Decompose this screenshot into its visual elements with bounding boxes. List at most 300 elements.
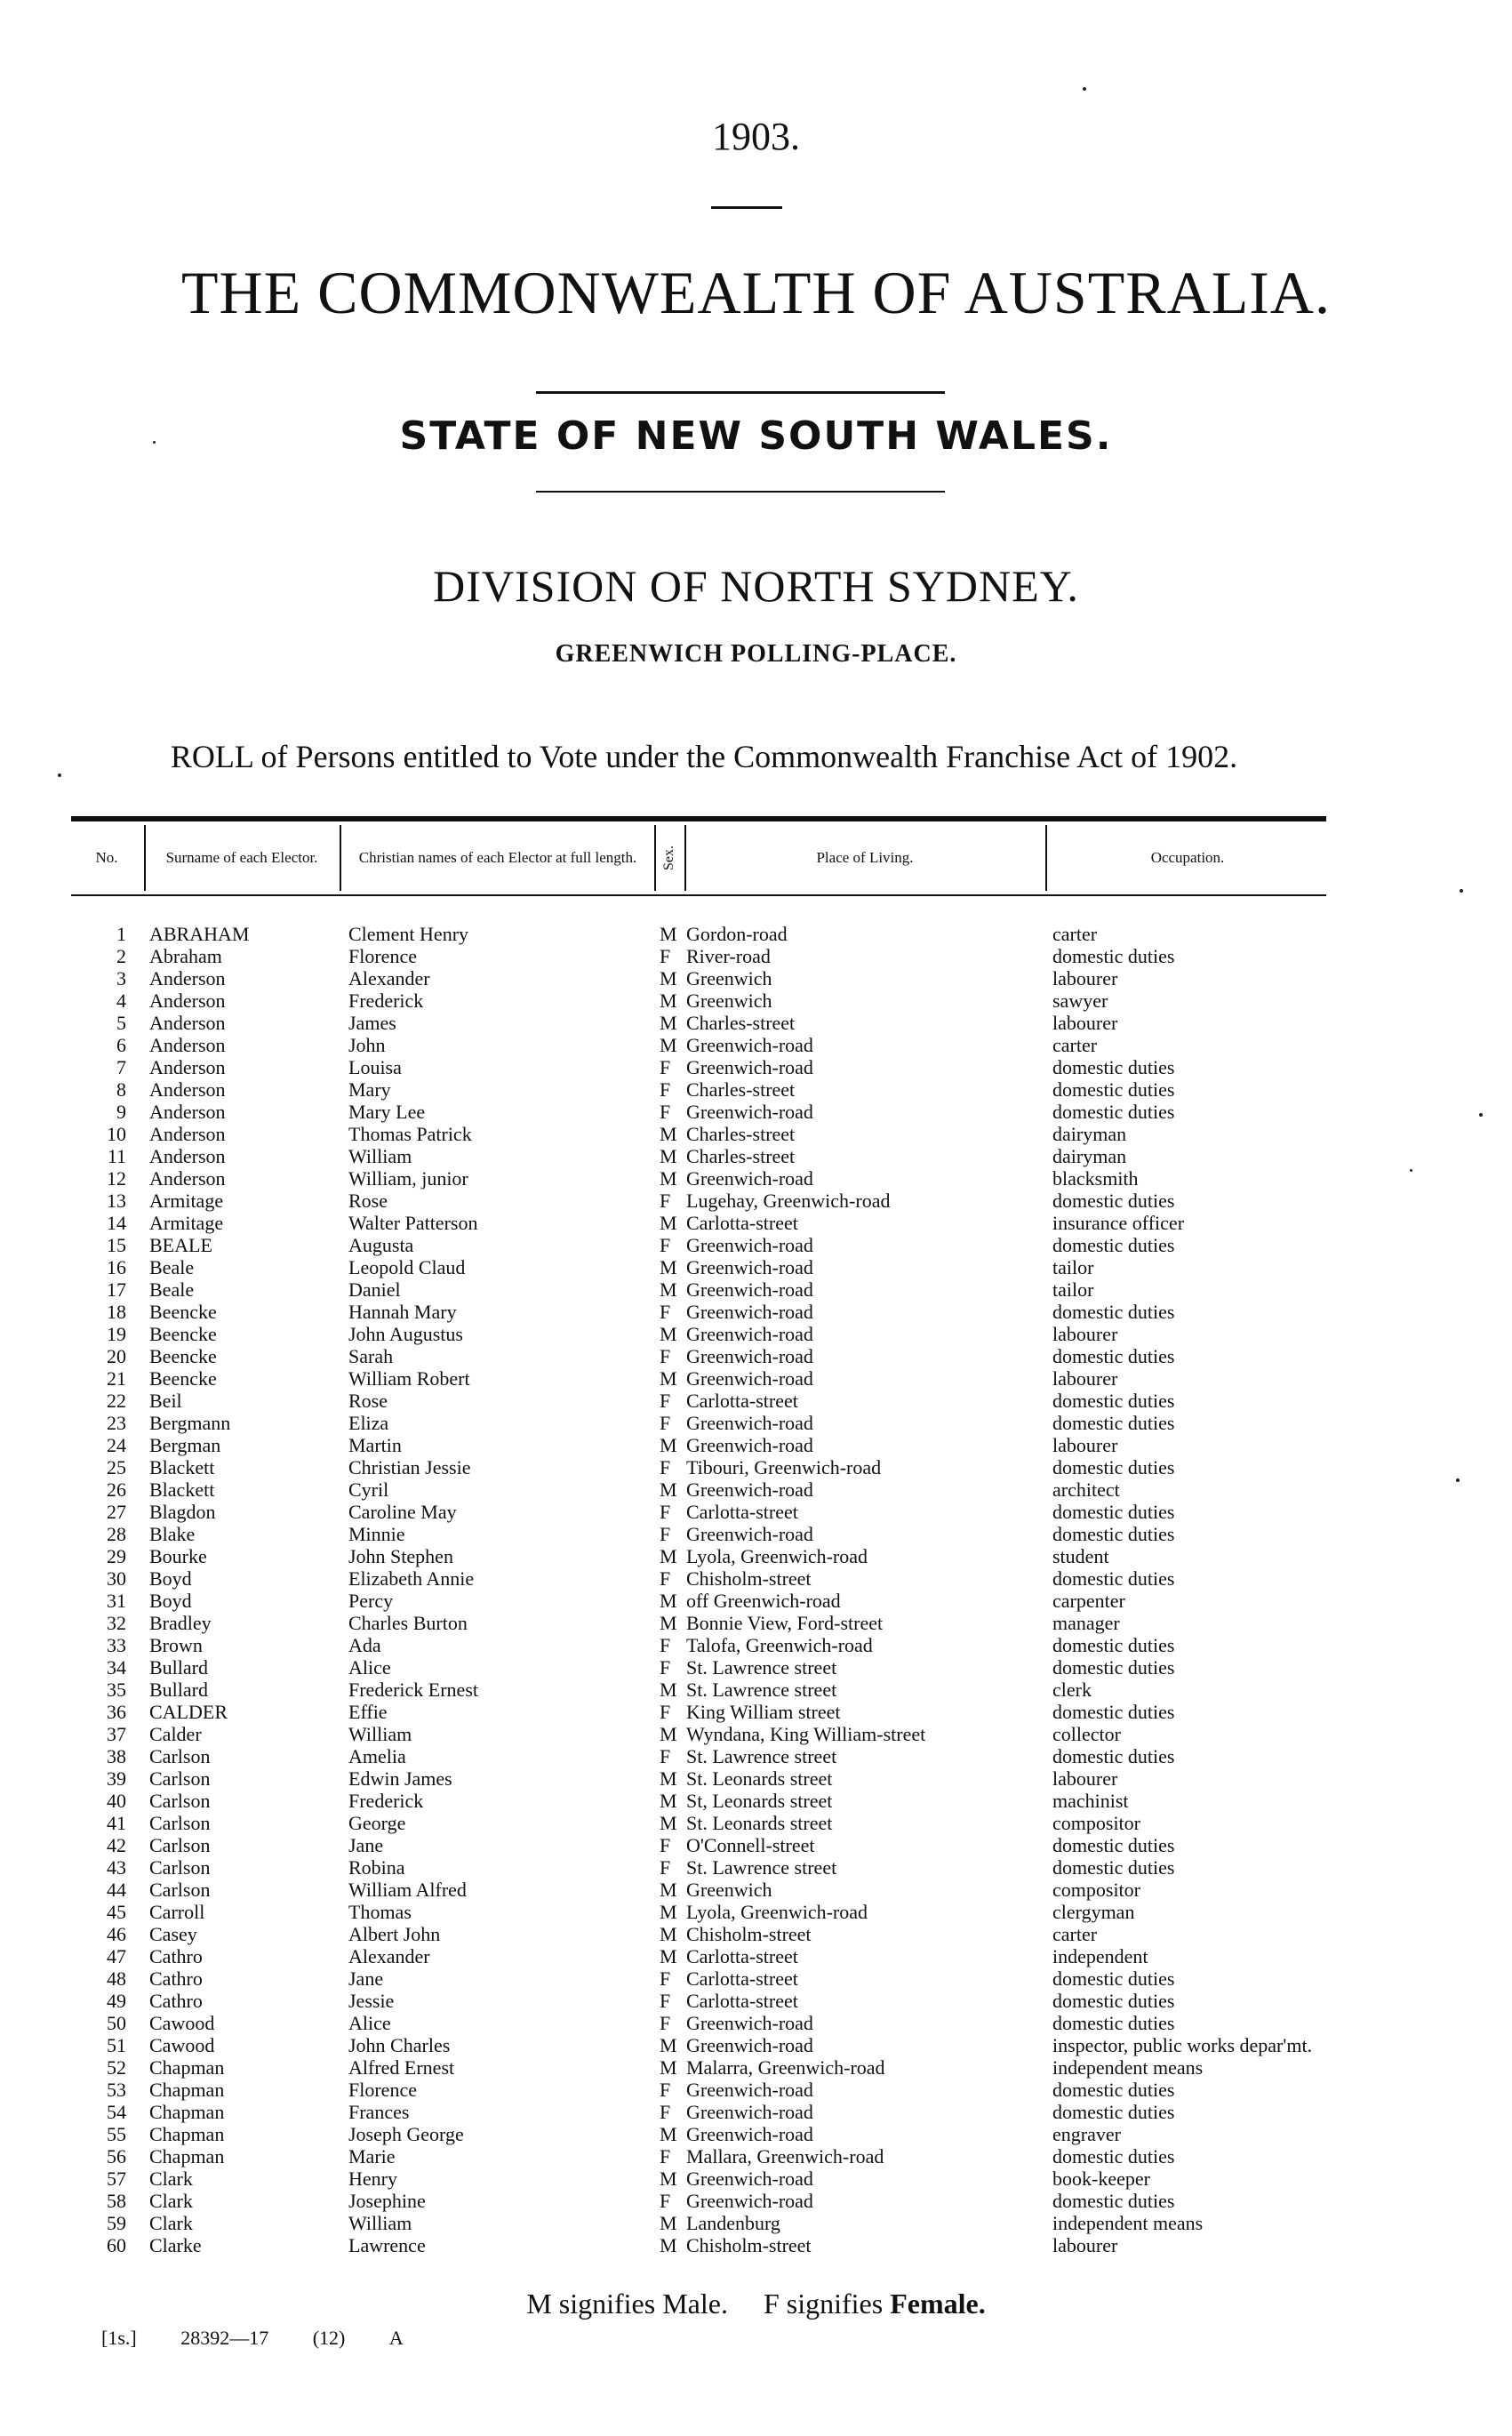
imprint-letter: A — [388, 2327, 404, 2349]
elector-surname: Anderson — [149, 990, 226, 1012]
elector-christian-names: Alice — [348, 2012, 391, 2034]
imprint-number: 28392—17 — [180, 2327, 269, 2349]
imprint-sheet: (12) — [312, 2327, 346, 2349]
table-row — [71, 2190, 1326, 2212]
elector-surname: Beale — [149, 1278, 195, 1301]
elector-occupation: domestic duties — [1052, 1456, 1175, 1478]
elector-place-of-living: Greenwich — [686, 990, 772, 1012]
elector-sex: M — [660, 1612, 677, 1634]
elector-sex: F — [660, 2101, 671, 2123]
elector-sex: M — [660, 1123, 677, 1145]
elector-sex: M — [660, 1256, 677, 1278]
elector-surname: Anderson — [149, 1078, 226, 1101]
elector-occupation: domestic duties — [1052, 1101, 1175, 1123]
elector-place-of-living: Greenwich-road — [686, 2123, 813, 2145]
elector-occupation: compositor — [1052, 1879, 1140, 1901]
table-row — [71, 2034, 1326, 2056]
elector-occupation: domestic duties — [1052, 1390, 1175, 1412]
elector-sex: F — [660, 945, 671, 967]
elector-number: 44 — [107, 1879, 126, 1901]
elector-occupation: sawyer — [1052, 990, 1108, 1012]
elector-number: 29 — [107, 1545, 126, 1567]
elector-christian-names: William Alfred — [348, 1879, 467, 1901]
header-occupation: Occupation. — [1150, 849, 1225, 866]
elector-christian-names: George — [348, 1812, 406, 1834]
elector-christian-names: Hannah Mary — [348, 1301, 457, 1323]
elector-number: 3 — [116, 967, 126, 990]
elector-sex: F — [660, 1190, 671, 1212]
elector-number: 24 — [107, 1434, 126, 1456]
elector-christian-names: Charles Burton — [348, 1612, 468, 1634]
elector-number: 22 — [107, 1390, 126, 1412]
elector-surname: Bergman — [149, 1434, 221, 1456]
elector-number: 50 — [107, 2012, 126, 2034]
table-row — [71, 1967, 1326, 1990]
elector-christian-names: Thomas Patrick — [348, 1123, 472, 1145]
elector-christian-names: Cyril — [348, 1478, 389, 1501]
elector-sex: F — [660, 1856, 671, 1879]
elector-place-of-living: Lugehay, Greenwich-road — [686, 1190, 891, 1212]
elector-place-of-living: St. Lawrence street — [686, 1679, 837, 1701]
elector-christian-names: Augusta — [348, 1234, 414, 1256]
elector-number: 30 — [107, 1567, 126, 1590]
elector-occupation: labourer — [1052, 1434, 1118, 1456]
table-row — [71, 1167, 1326, 1190]
female-key-word: Female. — [890, 2288, 986, 2320]
elector-surname: Armitage — [149, 1212, 224, 1234]
elector-christian-names: Rose — [348, 1190, 388, 1212]
elector-place-of-living: St. Lawrence street — [686, 1656, 837, 1679]
elector-sex: F — [660, 1101, 671, 1123]
elector-christian-names: Mary Lee — [348, 1101, 426, 1123]
table-row — [71, 1478, 1326, 1501]
elector-christian-names: William — [348, 1145, 412, 1167]
elector-place-of-living: O'Connell-street — [686, 1834, 815, 1856]
elector-occupation: domestic duties — [1052, 1745, 1175, 1767]
elector-place-of-living: Greenwich-road — [686, 2168, 813, 2190]
state-heading: STATE OF NEW SOUTH WALES. — [399, 413, 1113, 459]
elector-occupation: domestic duties — [1052, 1056, 1175, 1078]
table-row — [71, 1212, 1326, 1234]
elector-sex: F — [660, 1701, 671, 1723]
elector-christian-names: Leopold Claud — [348, 1256, 466, 1278]
elector-number: 31 — [107, 1590, 126, 1612]
elector-surname: Blackett — [149, 1456, 215, 1478]
elector-sex: M — [660, 2123, 677, 2145]
elector-place-of-living: Greenwich-road — [686, 1034, 813, 1056]
elector-surname: Bullard — [149, 1656, 208, 1679]
table-row — [71, 1101, 1326, 1123]
elector-number: 20 — [107, 1345, 126, 1367]
table-row — [71, 990, 1326, 1012]
elector-christian-names: Frederick — [348, 990, 424, 1012]
elector-occupation: tailor — [1052, 1278, 1094, 1301]
elector-surname: Boyd — [149, 1590, 192, 1612]
roll-title: ROLL of Persons entitled to Vote under the Commonwealth Franchise Act of 1902. — [170, 739, 1238, 774]
table-row — [71, 1945, 1326, 1967]
elector-surname: Chapman — [149, 2101, 225, 2123]
table-row — [71, 1078, 1326, 1101]
elector-number: 40 — [107, 1790, 126, 1812]
elector-surname: Chapman — [149, 2145, 225, 2168]
elector-place-of-living: Carlotta-street — [686, 1390, 798, 1412]
elector-christian-names: Rose — [348, 1390, 388, 1412]
table-row — [71, 1545, 1326, 1567]
elector-number: 17 — [107, 1278, 126, 1301]
elector-christian-names: Marie — [348, 2145, 396, 2168]
table-row — [71, 1901, 1326, 1923]
elector-place-of-living: Greenwich-road — [686, 1234, 813, 1256]
elector-number: 10 — [107, 1123, 126, 1145]
elector-occupation: domestic duties — [1052, 1701, 1175, 1723]
elector-occupation: compositor — [1052, 1812, 1140, 1834]
table-row — [71, 945, 1326, 967]
elector-surname: Brown — [149, 1634, 203, 1656]
table-row — [71, 967, 1326, 990]
elector-christian-names: Florence — [348, 2079, 417, 2101]
elector-number: 52 — [107, 2056, 126, 2079]
elector-occupation: inspector, public works depar'mt. — [1052, 2034, 1313, 2056]
elector-surname: Clark — [149, 2212, 193, 2234]
elector-surname: Bourke — [149, 1545, 207, 1567]
elector-occupation: student — [1052, 1545, 1109, 1567]
table-header — [71, 821, 1326, 894]
elector-surname: Cawood — [149, 2012, 215, 2034]
elector-christian-names: Florence — [348, 945, 417, 967]
elector-sex: M — [660, 1145, 677, 1167]
elector-occupation: architect — [1052, 1478, 1120, 1501]
elector-christian-names: Minnie — [348, 1523, 405, 1545]
elector-number: 55 — [107, 2123, 126, 2145]
elector-place-of-living: Talofa, Greenwich-road — [686, 1634, 873, 1656]
elector-christian-names: Frederick — [348, 1790, 424, 1812]
elector-christian-names: Henry — [348, 2168, 397, 2190]
elector-sex: F — [660, 2012, 671, 2034]
elector-sex: F — [660, 1345, 671, 1367]
elector-number: 13 — [107, 1190, 126, 1212]
elector-number: 51 — [107, 2034, 126, 2056]
elector-christian-names: Percy — [348, 1590, 394, 1612]
elector-christian-names: Jane — [348, 1967, 384, 1990]
elector-place-of-living: Greenwich-road — [686, 1301, 813, 1323]
elector-place-of-living: Greenwich-road — [686, 1434, 813, 1456]
elector-place-of-living: Charles-street — [686, 1078, 796, 1101]
table-row — [71, 2234, 1326, 2256]
elector-surname: Carlson — [149, 1812, 211, 1834]
elector-occupation: carpenter — [1052, 1590, 1125, 1612]
elector-number: 34 — [107, 1656, 126, 1679]
elector-number: 15 — [107, 1234, 126, 1256]
elector-number: 1 — [116, 923, 126, 945]
elector-place-of-living: Mallara, Greenwich-road — [686, 2145, 884, 2168]
elector-number: 23 — [107, 1412, 126, 1434]
header-sex-label: Sex. — [661, 845, 676, 870]
table-row — [71, 1034, 1326, 1056]
elector-number: 18 — [107, 1301, 126, 1323]
print-speck — [1083, 87, 1086, 91]
elector-occupation: domestic duties — [1052, 1990, 1175, 2012]
elector-place-of-living: Lyola, Greenwich-road — [686, 1901, 868, 1923]
elector-christian-names: Mary — [348, 1078, 391, 1101]
elector-sex: M — [660, 2056, 677, 2079]
elector-surname: Beencke — [149, 1323, 217, 1345]
header-divider — [340, 825, 341, 891]
print-speck — [1460, 889, 1463, 893]
elector-place-of-living: Greenwich-road — [686, 1523, 813, 1545]
elector-occupation: independent — [1052, 1945, 1148, 1967]
elector-place-of-living: King William street — [686, 1701, 841, 1723]
elector-surname: Beencke — [149, 1367, 217, 1390]
elector-surname: Blagdon — [149, 1501, 216, 1523]
elector-sex: F — [660, 1745, 671, 1767]
elector-occupation: domestic duties — [1052, 1834, 1175, 1856]
elector-occupation: independent means — [1052, 2056, 1204, 2079]
elector-occupation: domestic duties — [1052, 2079, 1175, 2101]
elector-sex: M — [660, 923, 677, 945]
elector-rows — [71, 923, 1326, 2256]
elector-number: 25 — [107, 1456, 126, 1478]
elector-occupation: insurance officer — [1052, 1212, 1185, 1234]
elector-occupation: labourer — [1052, 1012, 1118, 1034]
elector-place-of-living: Greenwich-road — [686, 1056, 813, 1078]
elector-place-of-living: Greenwich-road — [686, 2034, 813, 2056]
elector-number: 9 — [116, 1101, 126, 1123]
table-row — [71, 1679, 1326, 1701]
table-row — [71, 1123, 1326, 1145]
elector-surname: Blackett — [149, 1478, 215, 1501]
table-row — [71, 1523, 1326, 1545]
elector-occupation: domestic duties — [1052, 2145, 1175, 2168]
elector-number: 37 — [107, 1723, 126, 1745]
elector-sex: M — [660, 990, 677, 1012]
elector-surname: Cathro — [149, 1990, 203, 2012]
elector-occupation: domestic duties — [1052, 1501, 1175, 1523]
elector-sex: F — [660, 1967, 671, 1990]
table-row — [71, 1301, 1326, 1323]
table-row — [71, 1278, 1326, 1301]
elector-place-of-living: Charles-street — [686, 1145, 796, 1167]
elector-sex: M — [660, 1923, 677, 1945]
elector-place-of-living: St, Leonards street — [686, 1790, 833, 1812]
elector-sex: M — [660, 1723, 677, 1745]
elector-place-of-living: Greenwich-road — [686, 1478, 813, 1501]
short-rule-top — [711, 206, 782, 209]
imprint-price: [1s.] — [101, 2327, 137, 2349]
table-row — [71, 1145, 1326, 1167]
elector-place-of-living: Charles-street — [686, 1123, 796, 1145]
elector-occupation: book-keeper — [1052, 2168, 1150, 2190]
printer-imprint — [101, 2327, 443, 2350]
year-heading: 1903. — [712, 115, 800, 158]
elector-occupation: labourer — [1052, 1367, 1118, 1390]
table-row — [71, 1790, 1326, 1812]
elector-christian-names: William — [348, 1723, 412, 1745]
table-row — [71, 1456, 1326, 1478]
elector-occupation: blacksmith — [1052, 1167, 1139, 1190]
elector-occupation: dairyman — [1052, 1145, 1127, 1167]
elector-number: 26 — [107, 1478, 126, 1501]
elector-occupation: domestic duties — [1052, 1234, 1175, 1256]
elector-surname: Bergmann — [149, 1412, 231, 1434]
table-row — [71, 1590, 1326, 1612]
elector-number: 46 — [107, 1923, 126, 1945]
table-row — [71, 2168, 1326, 2190]
elector-christian-names: Daniel — [348, 1278, 401, 1301]
elector-sex: M — [660, 1323, 677, 1345]
elector-christian-names: Martin — [348, 1434, 402, 1456]
elector-sex: F — [660, 2190, 671, 2212]
elector-christian-names: Lawrence — [348, 2234, 426, 2256]
elector-surname: Boyd — [149, 1567, 192, 1590]
elector-sex: M — [660, 1879, 677, 1901]
table-row — [71, 1367, 1326, 1390]
elector-place-of-living: Greenwich-road — [686, 2190, 813, 2212]
elector-surname: Carlson — [149, 1856, 211, 1879]
table-row — [71, 1723, 1326, 1745]
header-no: No. — [95, 849, 118, 866]
elector-number: 57 — [107, 2168, 126, 2190]
table-row — [71, 1412, 1326, 1434]
elector-occupation: labourer — [1052, 1767, 1118, 1790]
elector-sex: F — [660, 1990, 671, 2012]
table-row — [71, 1567, 1326, 1590]
elector-sex: F — [660, 2079, 671, 2101]
elector-occupation: domestic duties — [1052, 1523, 1175, 1545]
elector-christian-names: Frederick Ernest — [348, 1679, 478, 1701]
elector-sex: M — [660, 1590, 677, 1612]
elector-sex: M — [660, 1034, 677, 1056]
elector-christian-names: John Augustus — [348, 1323, 463, 1345]
elector-christian-names: Frances — [348, 2101, 410, 2123]
male-key: M signifies Male. — [526, 2288, 728, 2320]
elector-number: 53 — [107, 2079, 126, 2101]
elector-christian-names: Edwin James — [348, 1767, 452, 1790]
elector-number: 38 — [107, 1745, 126, 1767]
elector-place-of-living: Greenwich-road — [686, 1412, 813, 1434]
elector-occupation: domestic duties — [1052, 2190, 1175, 2212]
elector-sex: M — [660, 1012, 677, 1034]
elector-place-of-living: Carlotta-street — [686, 1990, 798, 2012]
elector-surname: Anderson — [149, 1101, 226, 1123]
elector-christian-names: William — [348, 2212, 412, 2234]
elector-number: 56 — [107, 2145, 126, 2168]
elector-place-of-living: Carlotta-street — [686, 1967, 798, 1990]
elector-sex: F — [660, 1390, 671, 1412]
table-row — [71, 1012, 1326, 1034]
elector-surname: Chapman — [149, 2123, 225, 2145]
table-row — [71, 1745, 1326, 1767]
elector-sex: M — [660, 1367, 677, 1390]
elector-occupation: labourer — [1052, 2234, 1118, 2256]
elector-place-of-living: Greenwich-road — [686, 1278, 813, 1301]
elector-sex: F — [660, 1234, 671, 1256]
print-speck — [153, 441, 156, 444]
elector-christian-names: Louisa — [348, 1056, 402, 1078]
table-row — [71, 1834, 1326, 1856]
elector-sex: F — [660, 1412, 671, 1434]
elector-christian-names: Alice — [348, 1656, 391, 1679]
elector-sex: M — [660, 2212, 677, 2234]
elector-place-of-living: River-road — [686, 945, 771, 967]
elector-sex: F — [660, 1456, 671, 1478]
print-speck — [1456, 1478, 1460, 1482]
elector-number: 21 — [107, 1367, 126, 1390]
elector-surname: Chapman — [149, 2079, 225, 2101]
elector-sex: F — [660, 1501, 671, 1523]
table-row — [71, 1634, 1326, 1656]
table-row — [71, 1612, 1326, 1634]
table-row — [71, 1767, 1326, 1790]
table-row — [71, 2079, 1326, 2101]
elector-number: 48 — [107, 1967, 126, 1990]
elector-christian-names: Effie — [348, 1701, 388, 1723]
elector-occupation: domestic duties — [1052, 1301, 1175, 1323]
elector-place-of-living: Greenwich-road — [686, 2101, 813, 2123]
elector-surname: Abraham — [149, 945, 222, 967]
elector-christian-names: Elizabeth Annie — [348, 1567, 475, 1590]
elector-occupation: domestic duties — [1052, 1634, 1175, 1656]
elector-number: 5 — [116, 1012, 126, 1034]
table-row — [71, 2145, 1326, 2168]
rule-under-state — [536, 491, 945, 493]
elector-sex: F — [660, 1301, 671, 1323]
elector-surname: Anderson — [149, 1056, 226, 1078]
table-row — [71, 1056, 1326, 1078]
elector-number: 33 — [107, 1634, 126, 1656]
elector-occupation: engraver — [1052, 2123, 1121, 2145]
table-row — [71, 1701, 1326, 1723]
elector-number: 45 — [107, 1901, 126, 1923]
elector-christian-names: William Robert — [348, 1367, 470, 1390]
elector-place-of-living: Greenwich — [686, 967, 772, 990]
elector-sex: F — [660, 1523, 671, 1545]
elector-occupation: labourer — [1052, 967, 1118, 990]
elector-sex: M — [660, 1478, 677, 1501]
elector-place-of-living: Gordon-road — [686, 923, 788, 945]
elector-sex: M — [660, 1278, 677, 1301]
elector-number: 14 — [107, 1212, 126, 1234]
elector-occupation: domestic duties — [1052, 1190, 1175, 1212]
elector-surname: Beencke — [149, 1301, 217, 1323]
elector-sex: F — [660, 1634, 671, 1656]
elector-sex: M — [660, 1901, 677, 1923]
elector-place-of-living: Bonnie View, Ford-street — [686, 1612, 884, 1634]
elector-place-of-living: Carlotta-street — [686, 1501, 798, 1523]
elector-place-of-living: St. Lawrence street — [686, 1856, 837, 1879]
header-place-of-living: Place of Living. — [816, 849, 914, 866]
header-sex — [656, 821, 683, 894]
elector-surname: Anderson — [149, 1012, 226, 1034]
elector-number: 54 — [107, 2101, 126, 2123]
table-row — [71, 1434, 1326, 1456]
elector-place-of-living: Greenwich-road — [686, 1101, 813, 1123]
elector-place-of-living: Greenwich — [686, 1879, 772, 1901]
elector-surname: Chapman — [149, 2056, 225, 2079]
elector-sex: M — [660, 1767, 677, 1790]
table-row — [71, 1345, 1326, 1367]
elector-sex: M — [660, 2168, 677, 2190]
title-heading: THE COMMONWEALTH OF AUSTRALIA. — [180, 259, 1332, 326]
header-surname: Surname of each Elector. — [165, 849, 318, 866]
elector-surname: Anderson — [149, 1034, 226, 1056]
elector-christian-names: Alexander — [348, 967, 430, 990]
elector-place-of-living: Lyola, Greenwich-road — [686, 1545, 868, 1567]
table-row — [71, 1656, 1326, 1679]
elector-surname: Carlson — [149, 1834, 211, 1856]
elector-place-of-living: Greenwich-road — [686, 1345, 813, 1367]
elector-christian-names: John Stephen — [348, 1545, 453, 1567]
elector-sex: F — [660, 1656, 671, 1679]
